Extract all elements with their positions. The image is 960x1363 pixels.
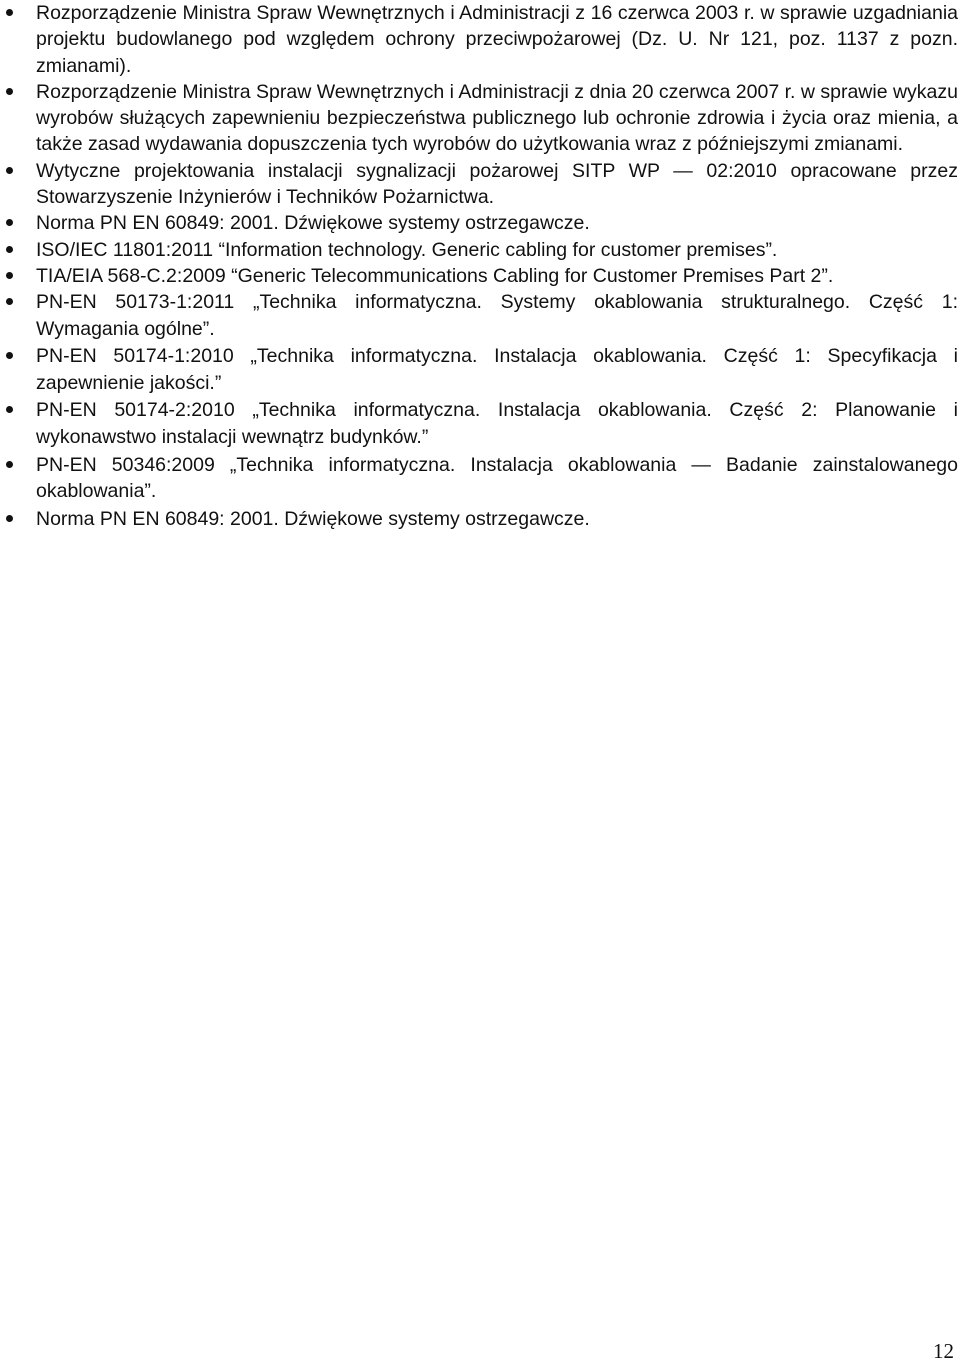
page-number: 12 xyxy=(933,1339,954,1363)
bullet-icon xyxy=(6,298,13,305)
list-item xyxy=(6,397,958,450)
reference-text: PN-EN 50174-2:2010 „Technika informatyczna. Instalacja okablowania. Część 2: Planowanie i wykonawstwo instalacji wewnątrz budynków.” xyxy=(36,399,958,448)
bullet-icon xyxy=(6,515,13,522)
list-item xyxy=(6,506,958,532)
reference-text: PN-EN 50173-1:2011 „Technika informatyczna. Systemy okablowania strukturalnego. Część 1: Wymagania ogólne”. xyxy=(36,291,958,340)
bullet-icon xyxy=(6,88,13,95)
bullet-icon xyxy=(6,461,13,468)
bullet-icon xyxy=(6,246,13,253)
reference-text: PN-EN 50174-1:2010 „Technika informatyczna. Instalacja okablowania. Część 1: Specyfikacja i zapewnienie jakości.” xyxy=(36,345,958,394)
reference-text: TIA/EIA 568-C.2:2009 “Generic Telecommunications Cabling for Customer Premises Part 2”. xyxy=(36,264,834,287)
reference-text: ISO/IEC 11801:2011 “Information technology. Generic cabling for customer premises”. xyxy=(36,238,778,261)
bullet-icon xyxy=(6,352,13,359)
list-item xyxy=(6,452,958,505)
list-item xyxy=(6,237,958,263)
reference-text: Norma PN EN 60849: 2001. Dźwiękowe systemy ostrzegawcze. xyxy=(36,212,590,235)
list-item xyxy=(6,289,958,342)
bullet-icon xyxy=(6,9,13,16)
reference-text: Norma PN EN 60849: 2001. Dźwiękowe systemy ostrzegawcze. xyxy=(36,507,590,530)
list-item xyxy=(6,158,958,211)
list-item xyxy=(6,343,958,396)
reference-text: Wytyczne projektowania instalacji sygnalizacji pożarowej SITP WP — 02:2010 opracowane przez Stowarzyszenie Inżynierów i Techników Pożarnictwa. xyxy=(36,159,958,209)
reference-list xyxy=(6,0,958,532)
reference-text: Rozporządzenie Ministra Spraw Wewnętrznych i Administracji z 16 czerwca 2003 r. w sprawie uzgadniania projektu budowlanego pod względem ochrony przeciwpożarowej (Dz. U. Nr 121, poz. 1137 z pozn. zmianami). xyxy=(36,2,958,77)
list-item xyxy=(6,79,958,158)
bullet-icon xyxy=(6,219,13,226)
bullet-icon xyxy=(6,272,13,279)
reference-text: Rozporządzenie Ministra Spraw Wewnętrznych i Administracji z dnia 20 czerwca 2007 r. w sprawie wykazu wyrobów służących zapewnieniu bezpieczeństwa publicznego lub ochronie zdrowia i życia oraz mienia, a także zasad wydawania dopuszczenia tych wyrobów do użytkowania wraz z późniejszymi zmianami. xyxy=(36,80,958,156)
bullet-icon xyxy=(6,406,13,413)
list-item xyxy=(6,210,958,236)
bullet-icon xyxy=(6,167,13,174)
list-item xyxy=(6,0,958,79)
list-item xyxy=(6,263,958,289)
reference-text: PN-EN 50346:2009 „Technika informatyczna. Instalacja okablowania — Badanie zainstalowanego okablowania”. xyxy=(36,453,958,502)
